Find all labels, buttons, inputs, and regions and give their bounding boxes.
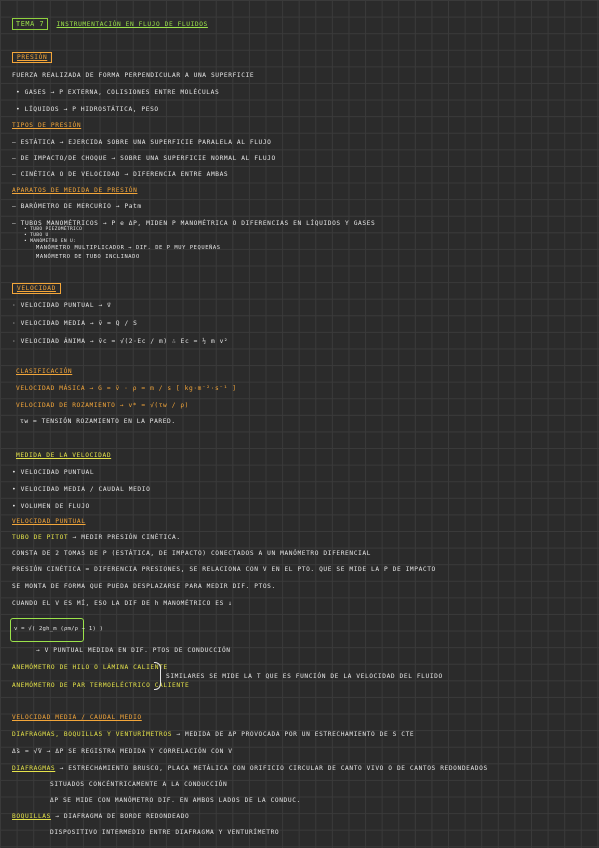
pitot-detail-1: CONSTA DE 2 TOMAS DE P (ESTÁTICA, DE IMPACTO) CONECTADOS A UN MANÓMETRO DIFERENCIAL (12, 550, 371, 557)
tipo-cinetica: – CINÉTICA O DE VELOCIDAD → DIFERENCIA ENTRE AMBAS (12, 171, 229, 178)
section-heading-velocidad: VELOCIDAD (12, 285, 61, 293)
media-line-7: DISPOSITIVO INTERMEDIO ENTRE DIAFRAGMA Y VENTURÍMETRO (50, 829, 280, 836)
tipo-estatica: – ESTÁTICA → EJERCIDA SOBRE UNA SUPERFICIE PARALELA AL FLUJO (12, 139, 272, 146)
velocidad-puntual: · VELOCIDAD PUNTUAL → v⃗ (12, 302, 112, 309)
pitot-formula: v = √( 2gh_m (ρm/ρ − 1) ) (14, 626, 104, 632)
media-heading: VELOCIDAD MEDIA / CAUDAL MEDIO (12, 714, 142, 721)
velocidad-anima: · VELOCIDAD ÁNIMA → v̄c = √(2·Ec / m) ∴ Ec = ½ m v² (12, 338, 229, 345)
anemometro-brace (154, 662, 161, 690)
media-line-3: DIAFRAGMAS → ESTRECHAMIENTO BRUSCO, PLACA METÁLICA CON ORIFICIO CIRCULAR DE CANTO VIVO O DE CANTOS REDONDEADOS (12, 765, 488, 772)
presion-gases: • GASES → P EXTERNA, COLISIONES ENTRE MOLÉCULAS (16, 89, 220, 96)
sub-piezometrico: • TUBO PIEZOMÉTRICO (24, 227, 83, 232)
medida-heading: MEDIDA DE LA VELOCIDAD (16, 452, 112, 459)
pitot-detail-4: CUANDO EL V ES MÍ, ESO LA DIF DE h MANOMÉTRICO ES ↓ (12, 600, 233, 607)
pitot-detail-2: PRESIÓN CINÉTICA = DIFERENCIA PRESIONES, SE RELACIONA CON V EN EL PTO. QUE SE MIDE LA P DE IMPACTO (12, 566, 436, 573)
after-formula: → V PUNTUAL MEDIDA EN DIF. PTOS DE CONDUCCIÓN (36, 647, 231, 654)
aparato-barometro: – BARÓMETRO DE MERCURIO → Patm (12, 203, 142, 210)
media-line-4: SITUADOS CONCÉNTRICAMENTE A LA CONDUCCIÓN (50, 781, 228, 788)
presion-definition: FUERZA REALIZADA DE FORMA PERPENDICULAR A UNA SUPERFICIE (12, 72, 255, 79)
sub-tubo-u: • TUBO U (24, 233, 49, 238)
anemometro-par: ANEMÓMETRO DE PAR TERMOELÉCTRICO CALIENTE (12, 682, 190, 689)
tipos-presion-heading: TIPOS DE PRESIÓN (12, 122, 82, 129)
anemometro-hilo: ANEMÓMETRO DE HILO O LÁMINA CALIENTE (12, 664, 168, 671)
medida-item-volumen: • VOLUMEN DE FLUJO (12, 503, 90, 510)
puntual-heading: VELOCIDAD PUNTUAL (12, 518, 86, 525)
pitot-term: TUBO DE PITOT (12, 534, 69, 541)
anemometro-note: SIMILARES SE MIDE LA T QUE ES FUNCIÓN DE LA VELOCIDAD DEL FLUIDO (166, 673, 443, 680)
pitot-line: TUBO DE PITOT → MEDIR PRESIÓN CINÉTICA. (12, 534, 181, 541)
pitot-detail-3: SE MONTA DE FORMA QUE PUEDA DESPLAZARSE PARA MEDIR DIF. PTOS. (12, 583, 276, 590)
presion-liquidos: • LÍQUIDOS → P HIDROSTÁTICA, PESO (16, 106, 159, 113)
tension-rozamiento: τw = TENSIÓN ROZAMIENTO EN LA PARED. (20, 418, 176, 425)
aparato-tubos: – TUBOS MANOMÉTRICOS → P e ΔP, MIDEN P MANOMÉTRICA O DIFERENCIAS EN LÍQUIDOS Y GASES (12, 220, 376, 227)
topic-number: TEMA 7 (12, 18, 48, 30)
sub-multiplicador: MANÓMETRO MULTIPLICADOR → DIF. DE P MUY PEQUEÑAS (36, 245, 221, 251)
media-line-2: Δ̄s = √̄V → ΔP SE REGISTRA MEDIDA Y CORRELACIÓN CON V (12, 748, 233, 755)
medida-item-media: • VELOCIDAD MEDIA / CAUDAL MEDIO (12, 486, 151, 493)
clasificacion-heading: CLASIFICACIÓN (16, 368, 73, 375)
topic-title: INSTRUMENTACIÓN EN FLUJO DE FLUIDOS (56, 21, 208, 28)
page-title (12, 20, 208, 29)
media-line-6: BOQUILLAS → DIAFRAGMA DE BORDE REDONDEADO (12, 813, 190, 820)
velocidad-rozamiento: VELOCIDAD DE ROZAMIENTO → v* = √(τw / ρ) (16, 402, 190, 409)
velocidad-media: · VELOCIDAD MEDIA → v̄ = Q / S (12, 320, 138, 327)
tipo-impacto: – DE IMPACTO/DE CHOQUE → SOBRE UNA SUPERFICIE NORMAL AL FLUJO (12, 155, 276, 162)
velocidad-masica: VELOCIDAD MÁSICA → G = v̄ · ρ = m / s [ kg·m⁻²·s⁻¹ ] (16, 385, 237, 392)
sub-manometro-u: • MANÓMETRO EN U: (24, 239, 77, 244)
sub-inclinado: MANÓMETRO DE TUBO INCLINADO (36, 254, 140, 260)
section-heading-presion: PRESIÓN (12, 54, 52, 62)
media-line-5: ΔP SE MIDE CON MANÓMETRO DIF. EN AMBOS LADOS DE LA CONDUC. (50, 797, 301, 804)
medida-item-puntual: • VELOCIDAD PUNTUAL (12, 469, 95, 476)
aparatos-heading: APARATOS DE MEDIDA DE PRESIÓN (12, 187, 138, 194)
media-line-1: DIAFRAGMAS, BOQUILLAS Y VENTURÍMETROS → MEDIDA DE ΔP PROVOCADA POR UN ESTRECHAMIENTO DE S CTE (12, 731, 415, 738)
